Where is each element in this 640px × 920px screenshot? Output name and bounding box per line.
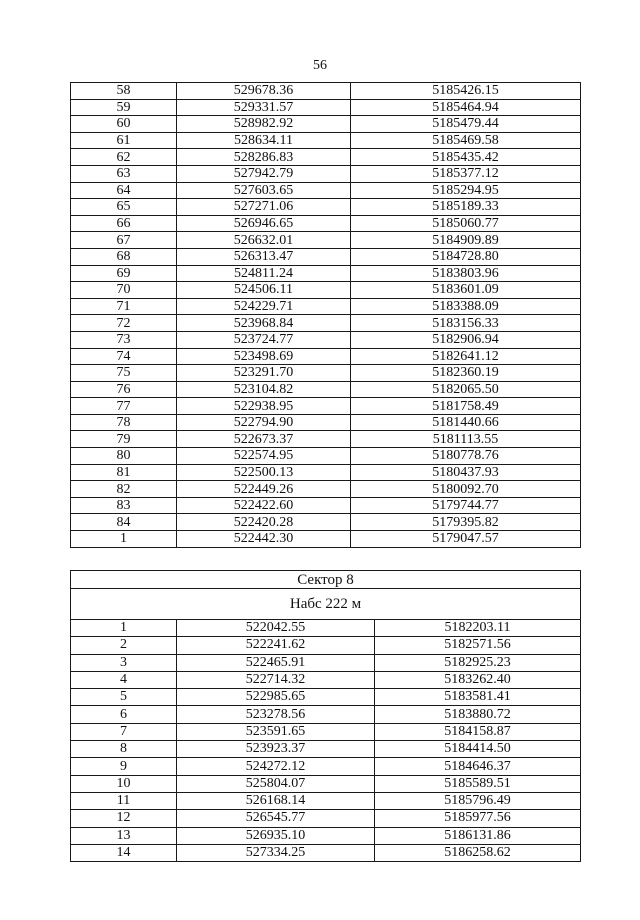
coordinate-y-cell: 5183388.09 [351,298,581,315]
coordinate-y-cell: 5185060.77 [351,215,581,232]
coordinate-y-cell: 5182906.94 [351,331,581,348]
coordinate-y-cell: 5179395.82 [351,514,581,531]
coordinate-x-cell: 527603.65 [177,182,351,199]
coordinate-x-cell: 526946.65 [177,215,351,232]
point-number-cell: 3 [71,654,177,671]
point-number-cell: 68 [71,248,177,265]
coordinate-y-cell: 5182571.56 [375,637,581,654]
coordinate-x-cell: 522714.32 [177,671,375,688]
coordinate-y-cell: 5182065.50 [351,381,581,398]
point-number-cell: 5 [71,689,177,706]
sector-title-row [71,571,581,589]
table-row [71,298,581,315]
table-row [71,331,581,348]
coordinate-x-cell: 525804.07 [177,775,375,792]
table-row [71,232,581,249]
table-row [71,464,581,481]
coordinate-x-cell: 527942.79 [177,165,351,182]
coordinate-x-cell: 523968.84 [177,315,351,332]
coordinate-x-cell: 522938.95 [177,398,351,415]
point-number-cell: 13 [71,827,177,844]
point-number-cell: 1 [71,620,177,637]
coordinate-x-cell: 524811.24 [177,265,351,282]
table-row [71,514,581,531]
coordinate-y-cell: 5184158.87 [375,723,581,740]
coordinate-x-cell: 524229.71 [177,298,351,315]
table-row [71,182,581,199]
coordinate-y-cell: 5185426.15 [351,83,581,100]
coordinate-y-cell: 5179744.77 [351,497,581,514]
coordinate-x-cell: 523923.37 [177,741,375,758]
table-row [71,531,581,548]
table-row [71,149,581,166]
coordinate-x-cell: 522241.62 [177,637,375,654]
point-number-cell: 59 [71,99,177,116]
table-row [71,844,581,861]
coordinate-y-cell: 5180778.76 [351,448,581,465]
coordinate-x-cell: 523591.65 [177,723,375,740]
coordinate-y-cell: 5183803.96 [351,265,581,282]
point-number-cell: 14 [71,844,177,861]
coordinate-x-cell: 526935.10 [177,827,375,844]
coordinate-x-cell: 522673.37 [177,431,351,448]
point-number-cell: 82 [71,481,177,498]
point-number-cell: 10 [71,775,177,792]
coordinate-y-cell: 5180092.70 [351,481,581,498]
coordinate-x-cell: 526313.47 [177,248,351,265]
coordinate-y-cell: 5182925.23 [375,654,581,671]
table-row [71,637,581,654]
table-row [71,132,581,149]
point-number-cell: 80 [71,448,177,465]
point-number-cell: 77 [71,398,177,415]
coordinate-x-cell: 522794.90 [177,414,351,431]
coordinate-y-cell: 5186131.86 [375,827,581,844]
coordinate-y-cell: 5185294.95 [351,182,581,199]
table-row [71,282,581,299]
coordinate-y-cell: 5181758.49 [351,398,581,415]
point-number-cell: 72 [71,315,177,332]
coordinate-y-cell: 5180437.93 [351,464,581,481]
coordinate-x-cell: 522500.13 [177,464,351,481]
table-row [71,365,581,382]
coordinate-x-cell: 528286.83 [177,149,351,166]
table-row [71,431,581,448]
point-number-cell: 75 [71,365,177,382]
point-number-cell: 64 [71,182,177,199]
point-number-cell: 1 [71,531,177,548]
coordinate-x-cell: 523291.70 [177,365,351,382]
point-number-cell: 78 [71,414,177,431]
point-number-cell: 65 [71,199,177,216]
coordinate-y-cell: 5185977.56 [375,810,581,827]
point-number-cell: 11 [71,792,177,809]
point-number-cell: 6 [71,706,177,723]
page-number: 56 [313,58,327,73]
table-row [71,448,581,465]
point-number-cell: 4 [71,671,177,688]
point-number-cell: 67 [71,232,177,249]
table-row [71,775,581,792]
table-row [71,620,581,637]
point-number-cell: 66 [71,215,177,232]
point-number-cell: 60 [71,116,177,133]
table-row [71,99,581,116]
coordinate-y-cell: 5184414.50 [375,741,581,758]
coordinate-y-cell: 5185796.49 [375,792,581,809]
table-row [71,689,581,706]
coordinate-y-cell: 5181113.55 [351,431,581,448]
coordinate-x-cell: 527271.06 [177,199,351,216]
coordinate-x-cell: 523278.56 [177,706,375,723]
point-number-cell: 79 [71,431,177,448]
coordinate-y-cell: 5185189.33 [351,199,581,216]
coordinate-x-cell: 522442.30 [177,531,351,548]
point-number-cell: 58 [71,83,177,100]
sector-title: Сектор 8 [71,571,581,589]
table-row [71,199,581,216]
table-row [71,758,581,775]
table-row [71,265,581,282]
point-number-cell: 2 [71,637,177,654]
coordinate-x-cell: 523104.82 [177,381,351,398]
coordinate-y-cell: 5183880.72 [375,706,581,723]
coordinate-x-cell: 522422.60 [177,497,351,514]
table-row [71,741,581,758]
table-row [71,481,581,498]
sector-depth: Набс 222 м [71,589,581,620]
coordinate-x-cell: 524506.11 [177,282,351,299]
point-number-cell: 62 [71,149,177,166]
table-row [71,414,581,431]
point-number-cell: 12 [71,810,177,827]
table-row [71,671,581,688]
table-row [71,827,581,844]
coordinate-y-cell: 5183156.33 [351,315,581,332]
coordinate-x-cell: 526168.14 [177,792,375,809]
coordinate-x-cell: 523724.77 [177,331,351,348]
coordinate-x-cell: 522574.95 [177,448,351,465]
table-row [71,723,581,740]
table-row [71,348,581,365]
coordinate-y-cell: 5185479.44 [351,116,581,133]
table-row [71,215,581,232]
table-row [71,315,581,332]
coordinate-x-cell: 522465.91 [177,654,375,671]
sector-8-coordinates-table [70,570,581,862]
table-row [71,165,581,182]
point-number-cell: 76 [71,381,177,398]
coordinates-table [70,82,581,548]
coordinate-y-cell: 5182641.12 [351,348,581,365]
coordinate-y-cell: 5183262.40 [375,671,581,688]
table-row [71,792,581,809]
coordinate-x-cell: 526632.01 [177,232,351,249]
point-number-cell: 69 [71,265,177,282]
point-number-cell: 70 [71,282,177,299]
coordinate-x-cell: 522985.65 [177,689,375,706]
table-row [71,654,581,671]
coordinate-x-cell: 529331.57 [177,99,351,116]
coordinate-x-cell: 524272.12 [177,758,375,775]
table-row [71,398,581,415]
coordinate-x-cell: 522042.55 [177,620,375,637]
point-number-cell: 74 [71,348,177,365]
coordinate-x-cell: 522420.28 [177,514,351,531]
point-number-cell: 61 [71,132,177,149]
coordinate-x-cell: 523498.69 [177,348,351,365]
table-row [71,497,581,514]
coordinate-y-cell: 5185589.51 [375,775,581,792]
coordinate-y-cell: 5183581.41 [375,689,581,706]
coordinate-y-cell: 5185469.58 [351,132,581,149]
coordinate-y-cell: 5181440.66 [351,414,581,431]
point-number-cell: 63 [71,165,177,182]
table-row [71,810,581,827]
coordinate-y-cell: 5179047.57 [351,531,581,548]
table-row [71,248,581,265]
coordinate-y-cell: 5182203.11 [375,620,581,637]
coordinate-y-cell: 5186258.62 [375,844,581,861]
coordinate-x-cell: 527334.25 [177,844,375,861]
coordinate-y-cell: 5184646.37 [375,758,581,775]
point-number-cell: 9 [71,758,177,775]
coordinate-y-cell: 5185377.12 [351,165,581,182]
table-row [71,381,581,398]
coordinate-x-cell: 528982.92 [177,116,351,133]
table-row [71,83,581,100]
coordinate-x-cell: 522449.26 [177,481,351,498]
coordinate-x-cell: 526545.77 [177,810,375,827]
coordinate-y-cell: 5185464.94 [351,99,581,116]
table-row [71,706,581,723]
coordinate-x-cell: 529678.36 [177,83,351,100]
coordinate-y-cell: 5184909.89 [351,232,581,249]
point-number-cell: 71 [71,298,177,315]
coordinate-y-cell: 5183601.09 [351,282,581,299]
point-number-cell: 7 [71,723,177,740]
sector-depth-row [71,589,581,620]
point-number-cell: 83 [71,497,177,514]
coordinate-x-cell: 528634.11 [177,132,351,149]
point-number-cell: 8 [71,741,177,758]
coordinate-y-cell: 5185435.42 [351,149,581,166]
point-number-cell: 84 [71,514,177,531]
coordinate-y-cell: 5184728.80 [351,248,581,265]
point-number-cell: 81 [71,464,177,481]
table-row [71,116,581,133]
coordinate-y-cell: 5182360.19 [351,365,581,382]
point-number-cell: 73 [71,331,177,348]
